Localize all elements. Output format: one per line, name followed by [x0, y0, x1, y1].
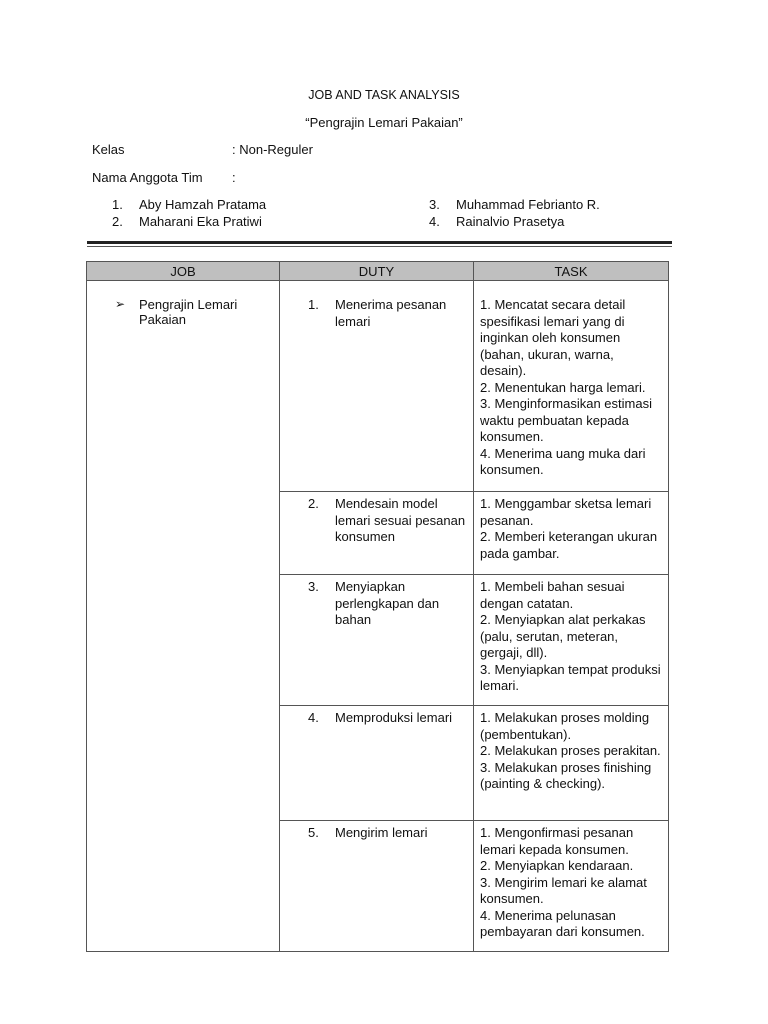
job-task-table — [86, 261, 669, 952]
task-item: 4. Menerima uang muka dari konsumen. — [480, 445, 646, 477]
task-item: 2. Menyiapkan kendaraan. — [480, 858, 634, 873]
member-name: Aby Hamzah Pratama — [139, 197, 267, 212]
duty-number: 1. — [308, 297, 319, 312]
divider-thick — [87, 241, 672, 244]
duty-cell — [280, 821, 474, 952]
task-item: 1. Mengonfirmasi pesanan lemari kepada konsumen. — [480, 825, 634, 857]
header-job: JOB — [87, 262, 280, 281]
kelas-row — [92, 142, 313, 157]
duty-text: Mengirim lemari — [335, 825, 428, 840]
duty-number: 4. — [308, 710, 319, 725]
member-name: Muhammad Febrianto R. — [456, 197, 600, 212]
task-item: 3. Menginformasikan estimasi waktu pembuatan kepada konsumen. — [480, 396, 652, 444]
document-title: JOB AND TASK ANALYSIS — [308, 88, 460, 102]
header-duty: DUTY — [280, 262, 474, 281]
task-cell — [474, 492, 669, 575]
anggota-row — [92, 170, 236, 185]
duty-number: 3. — [308, 579, 319, 594]
duty-text: Mendesain model lemari sesuai pesanan konsumen — [335, 496, 466, 544]
duty-cell — [280, 281, 474, 492]
member-number: 1. — [112, 197, 123, 212]
task-cell — [474, 281, 669, 492]
task-item: 1. Melakukan proses molding (pembentukan). — [480, 710, 650, 742]
task-item: 2. Menyiapkan alat perkakas (palu, serutan, meteran, gergaji, dll). — [480, 612, 646, 660]
document-subtitle: “Pengrajin Lemari Pakaian” — [305, 115, 463, 130]
member-item — [429, 196, 600, 213]
job-text: Pengrajin Lemari Pakaian — [139, 297, 238, 327]
duty-cell — [280, 706, 474, 821]
member-item — [112, 213, 262, 230]
member-item — [429, 213, 564, 230]
task-item: 3. Melakukan proses finishing (painting & checking). — [480, 759, 652, 791]
task-item: 1. Menggambar sketsa lemari pesanan. — [480, 496, 652, 528]
duty-text: Memproduksi lemari — [335, 710, 453, 725]
header-task: TASK — [474, 262, 669, 281]
anggota-label: Nama Anggota Tim — [92, 170, 203, 185]
task-item: 2. Memberi keterangan ukuran pada gambar. — [480, 529, 658, 561]
task-cell — [474, 575, 669, 706]
anggota-value: : — [232, 170, 236, 185]
task-item: 1. Membeli bahan sesuai dengan catatan. — [480, 579, 625, 611]
member-name: Rainalvio Prasetya — [456, 214, 565, 229]
task-item: 3. Mengirim lemari ke alamat konsumen. — [480, 874, 647, 906]
member-item — [112, 196, 266, 213]
task-item: 2. Menentukan harga lemari. — [480, 379, 646, 395]
task-item: 2. Melakukan proses perakitan. — [480, 743, 661, 758]
duty-text: Menyiapkan perlengkapan dan bahan — [335, 579, 440, 627]
duty-number: 2. — [308, 496, 319, 511]
job-item — [87, 281, 279, 327]
task-item: 3. Menyiapkan tempat produksi lemari. — [480, 661, 661, 693]
task-item: 4. Menerima pelunasan pembayaran dari konsumen. — [480, 907, 645, 939]
member-number: 3. — [429, 197, 440, 212]
task-item: 1. Mencatat secara detail spesifikasi lemari yang di inginkan oleh konsumen (bahan, ukuran, warna, desain). — [480, 297, 626, 378]
arrow-bullet-icon: ➢ — [115, 297, 126, 311]
duty-cell — [280, 492, 474, 575]
table-header-row — [87, 262, 669, 281]
task-cell — [474, 821, 669, 952]
divider-thin — [87, 246, 672, 247]
kelas-label: Kelas — [92, 142, 125, 157]
task-cell — [474, 706, 669, 821]
job-cell — [87, 281, 280, 952]
kelas-value: : Non-Reguler — [232, 142, 313, 157]
member-number: 4. — [429, 214, 440, 229]
table-row — [87, 281, 669, 492]
duty-number: 5. — [308, 825, 319, 840]
member-number: 2. — [112, 214, 123, 229]
member-name: Maharani Eka Pratiwi — [139, 214, 262, 229]
duty-text: Menerima pesanan lemari — [335, 297, 447, 329]
duty-cell — [280, 575, 474, 706]
